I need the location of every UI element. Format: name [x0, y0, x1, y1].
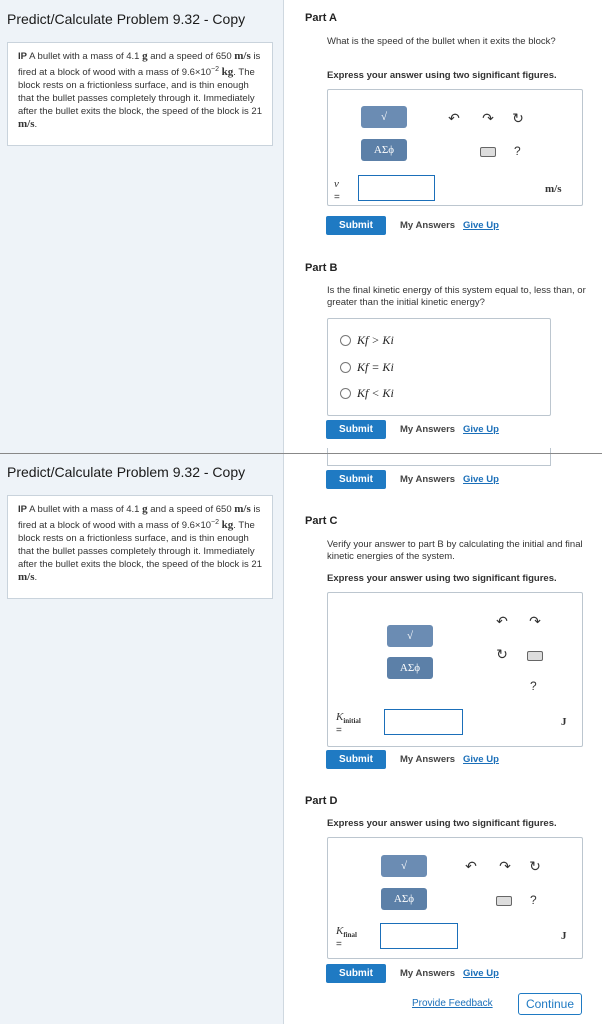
part-c-variable: $K_{initial}$ [336, 711, 361, 726]
part-d-header: Part D [305, 795, 338, 807]
math-templates-button[interactable]: √ [387, 625, 433, 647]
option-kf-gt-ki[interactable]: Kf > Ki [340, 333, 394, 348]
help-icon[interactable]: ? [530, 679, 537, 693]
undo-icon[interactable]: ↶ [448, 110, 460, 126]
redo-icon[interactable]: ↷ [499, 858, 511, 874]
part-a-variable: v [334, 178, 339, 190]
keyboard-icon[interactable] [480, 147, 496, 157]
part-d-unit: J [561, 930, 567, 942]
part-c-header: Part C [305, 515, 338, 527]
part-b-header: Part B [305, 262, 338, 274]
part-b-question: Is the final kinetic energy of this system equal to, less than, or greater than the initial kinetic energy? [327, 285, 586, 308]
keyboard-icon[interactable] [527, 651, 543, 661]
part-d-variable: $K_{final}$ [336, 925, 357, 940]
part-b-submit-button-2[interactable]: Submit [326, 470, 386, 489]
equals-sign: = [336, 939, 342, 950]
part-c-input[interactable] [384, 709, 463, 735]
greek-symbols-button[interactable]: ΑΣϕ [387, 657, 433, 679]
equals-sign: = [334, 192, 340, 203]
part-a-input[interactable] [358, 175, 435, 201]
problem-title-2: Predict/Calculate Problem 9.32 - Copy [7, 464, 246, 480]
options-box-remnant [327, 448, 551, 466]
reset-icon[interactable]: ↻ [512, 110, 524, 126]
undo-icon[interactable]: ↶ [496, 613, 508, 629]
part-a-instruction: Express your answer using two significant figures. [327, 70, 557, 81]
part-a-unit: m/s [545, 183, 562, 195]
provide-feedback-link[interactable]: Provide Feedback [412, 998, 493, 1009]
section-divider [0, 453, 602, 454]
part-a-submit-button[interactable]: Submit [326, 216, 386, 235]
part-b-my-answers[interactable]: My Answers [400, 424, 456, 435]
help-icon[interactable]: ? [514, 144, 521, 158]
option-kf-eq-ki[interactable]: Kf = Ki [340, 360, 394, 375]
greek-symbols-button[interactable]: ΑΣϕ [361, 139, 407, 161]
greek-symbols-button[interactable]: ΑΣϕ [381, 888, 427, 910]
part-c-give-up[interactable]: Give Up [463, 754, 499, 765]
part-c-my-answers[interactable]: My Answers [400, 754, 456, 765]
part-c-instruction: Express your answer using two significant figures. [327, 573, 557, 584]
part-d-instruction: Express your answer using two significant figures. [327, 818, 557, 829]
part-d-give-up[interactable]: Give Up [463, 968, 499, 979]
part-b-give-up-2[interactable]: Give Up [463, 474, 499, 485]
problem-statement: IP A bullet with a mass of 4.1 g and a speed of 650 m/s is fired at a block of wood with a mass of $9.6\times 10^{-2}$ kg. The block rests on a frictionless surface, and is thin enough that the bullet passes completely through it. Immediately after the bullet exits the block, the speed of the block is 21 m/s. [7, 42, 273, 146]
help-icon[interactable]: ? [530, 893, 537, 907]
problem-statement-2: IP A bullet with a mass of 4.1 g and a speed of 650 m/s is fired at a block of wood with a mass of $9.6\times 10^{-2}$ kg. The block rests on a frictionless surface, and is thin enough that the bullet passes completely through it. Immediately after the bullet exits the block, the speed of the block is 21 m/s. [7, 495, 273, 599]
problem-title: Predict/Calculate Problem 9.32 - Copy [7, 11, 246, 27]
reset-icon[interactable]: ↻ [529, 858, 541, 874]
math-templates-button[interactable]: √ [361, 106, 407, 128]
part-d-submit-button[interactable]: Submit [326, 964, 386, 983]
continue-button[interactable]: Continue [518, 993, 582, 1015]
radio-circle[interactable] [340, 335, 351, 346]
part-a-give-up[interactable]: Give Up [463, 220, 499, 231]
part-c-unit: J [561, 716, 567, 728]
part-b-options-box [327, 318, 551, 416]
part-c-submit-button[interactable]: Submit [326, 750, 386, 769]
redo-icon[interactable]: ↷ [482, 110, 494, 126]
part-d-my-answers[interactable]: My Answers [400, 968, 456, 979]
part-b-my-answers-2[interactable]: My Answers [400, 474, 456, 485]
radio-circle[interactable] [340, 362, 351, 373]
reset-icon[interactable]: ↻ [496, 646, 508, 662]
option-kf-lt-ki[interactable]: Kf < Ki [340, 386, 394, 401]
redo-icon[interactable]: ↷ [529, 613, 541, 629]
part-b-submit-button[interactable]: Submit [326, 420, 386, 439]
part-b-give-up[interactable]: Give Up [463, 424, 499, 435]
ip-label: IP [18, 51, 27, 62]
part-a-question: What is the speed of the bullet when it exits the block? [327, 36, 556, 47]
radio-circle[interactable] [340, 388, 351, 399]
math-templates-button[interactable]: √ [381, 855, 427, 877]
undo-icon[interactable]: ↶ [465, 858, 477, 874]
equals-sign: = [336, 725, 342, 736]
part-a-header: Part A [305, 12, 337, 24]
keyboard-icon[interactable] [496, 896, 512, 906]
part-c-question: Verify your answer to part B by calculating the initial and final kinetic energies of the system. [327, 539, 583, 562]
part-a-my-answers[interactable]: My Answers [400, 220, 456, 231]
part-d-input[interactable] [380, 923, 458, 949]
